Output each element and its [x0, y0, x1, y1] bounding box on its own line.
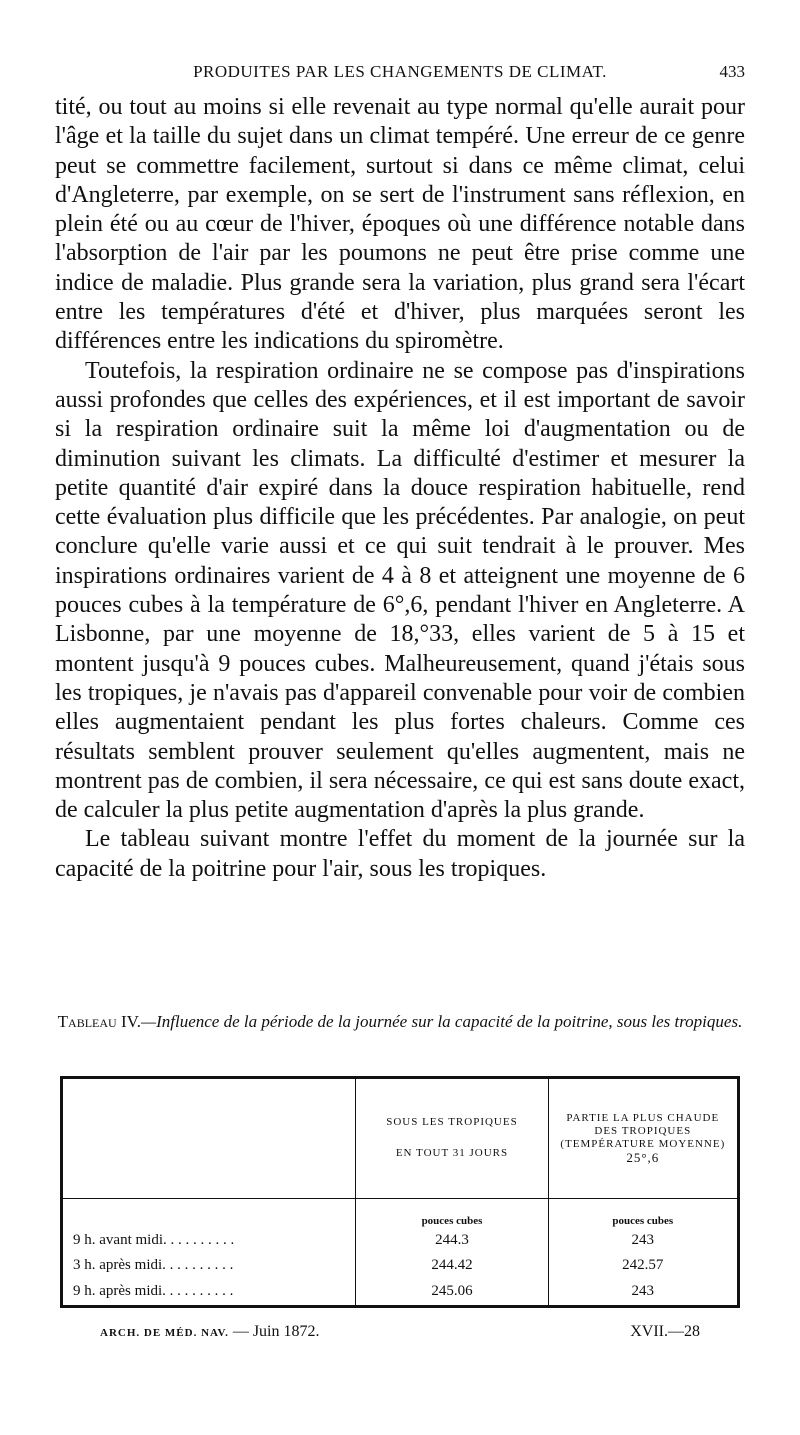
footer-date: — Juin 1872.	[228, 1323, 320, 1340]
table-row	[62, 1227, 739, 1253]
table-caption-title: —Influence de la période de la journée sur la capacité de la poitrine, sous les tropiques.	[140, 1012, 743, 1031]
table-caption-label: Tableau IV.	[57, 1012, 141, 1031]
cell-col-a: 245.06	[356, 1279, 548, 1307]
row-label: 9 h. après midi. . . . . . . . . .	[62, 1279, 356, 1307]
paragraph-2: Toutefois, la respiration ordinaire ne se compose pas d'inspirations aussi profondes que celles des expériences, et il est important de savoir si la respiration ordinaire suit la même loi d'augmentation ou de diminution suivant les climats. La difficulté d'estimer et mesurer la petite quantité d'air expiré dans la douce respiration habituelle, rend cette évaluation plus difficile que les précédentes. Par analogie, on peut conclure qu'elle varie aussi et ce qui suit tendrait à le prouver. Mes inspirations ordinaires varient de 4 à 8 et atteignent une moyenne de 6 pouces cubes à la température de 6°,6, pendant l'hiver en Angleterre. A Lisbonne, par une moyenne de 18,°33, elles varient de 5 à 15 et montent jusqu'à 9 pouces cubes. Malheureusement, quand j'étais sous les tropiques, je n'avais pas d'appareil convenable pour voir de combien elles augmentaient pendant les plus fortes chaleurs. Comme ces résultats semblent prouver seulement qu'elles augmentent, mais ne montrent pas de combien, il sera nécessaire, ce qui est sans doute exact, de calculer la plus petite augmentation d'après la plus grande.	[55, 357, 745, 824]
table-caption	[55, 1011, 745, 1032]
paragraph-3: Le tableau suivant montre l'effet du moment de la journée sur la capacité de la poitrine pour l'air, sous les tropiques.	[55, 826, 745, 882]
data-table	[60, 1076, 740, 1308]
col-a-line2: EN TOUT 31 JOURS	[395, 1147, 509, 1160]
table-row	[62, 1279, 739, 1307]
col-b-line1: PARTIE LA PLUS CHAUDE	[566, 1112, 720, 1125]
page-number: 433	[719, 62, 745, 81]
cell-col-a: 244.42	[356, 1253, 548, 1279]
col-a-line1: SOUS LES TROPIQUES	[386, 1116, 518, 1129]
paragraph-1: tité, ou tout au moins si elle revenait au type normal qu'elle aurait pour l'âge et la taille du sujet dans un climat tempéré. Une erreur de ce genre peut se commettre facilement, surtout si dans ce même climat, celui d'Angleterre, par exemple, on se sert de l'instrument sans réflexion, en plein été ou au cœur de l'hiver, époques où une différence notable dans l'absorption de l'air par les poumons ne peut être prise comme une indice de maladie. Plus grande sera la variation, plus grand sera l'écart entre les températures d'été et d'hiver, plus marquées seront les différences entre les indications du spiromètre.	[55, 94, 745, 355]
unit-col-b: pouces cubes	[612, 1215, 674, 1228]
table-header-col-a	[356, 1078, 548, 1199]
page-footer	[100, 1323, 700, 1347]
cell-col-a: 244.3	[356, 1227, 548, 1253]
page-header	[55, 62, 745, 86]
row-label: 9 h. avant midi. . . . . . . . . .	[62, 1227, 356, 1253]
footer-left	[100, 1323, 320, 1341]
col-b-line2: DES TROPIQUES	[594, 1125, 692, 1138]
row-label: 3 h. après midi. . . . . . . . . .	[62, 1253, 356, 1279]
body-text	[55, 93, 745, 884]
table-header-row	[62, 1078, 739, 1199]
cell-col-b: 243	[631, 1283, 655, 1300]
footer-signature: XVII.—28	[630, 1323, 700, 1340]
table-header-col-b	[548, 1078, 738, 1199]
table-units-row	[62, 1198, 739, 1227]
cell-col-b: 242.57	[622, 1257, 664, 1274]
unit-col-a: pouces cubes	[356, 1198, 548, 1227]
table-row	[62, 1253, 739, 1279]
running-title: PRODUITES PAR LES CHANGEMENTS DE CLIMAT.	[193, 62, 607, 81]
col-b-line4: 25°,6	[626, 1150, 660, 1166]
table-header-blank	[62, 1078, 356, 1199]
col-b-line3: (TEMPÉRATURE MOYENNE)	[560, 1138, 726, 1151]
cell-col-b: 243	[631, 1231, 655, 1248]
footer-journal: ARCH. DE MÉD. NAV.	[100, 1327, 229, 1339]
